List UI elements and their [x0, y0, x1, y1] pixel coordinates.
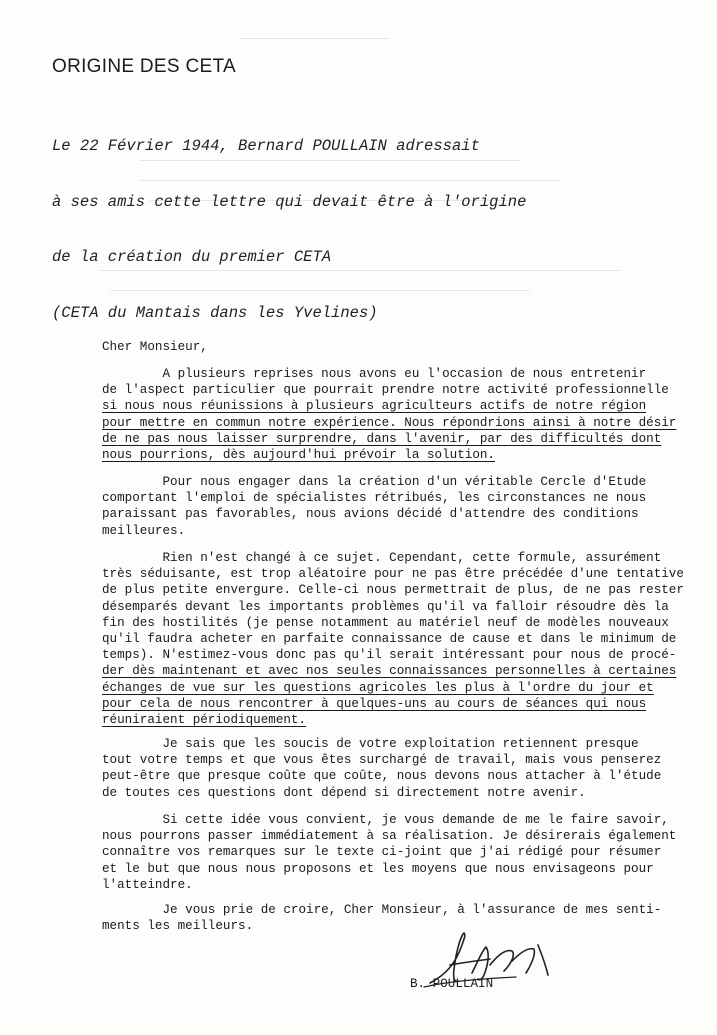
intro-line: à ses amis cette lettre qui devait être à l'origine [52, 192, 527, 211]
letter-salutation: Cher Monsieur, [102, 340, 208, 354]
intro-line: de la création du premier CETA [52, 248, 332, 266]
paragraph-4 [102, 736, 661, 801]
paragraph-3 [102, 550, 684, 728]
text-line: der dès maintenant et avec nos seules connaissances personnelles à certaines [102, 664, 677, 679]
text-line: de ne pas nous laisser surprendre, dans l'avenir, par des difficultés dont [102, 431, 662, 446]
text-line: de toutes ces questions dont dépend si directement notre avenir. [102, 785, 586, 800]
text-line: si nous nous réunissions à plusieurs agriculteurs actifs de notre région [102, 399, 647, 414]
text-line: pour mettre en commun notre expérience. Nous répondrions ainsi à notre désir [102, 415, 677, 430]
text-line: Pour nous engager dans la création d'un véritable Cercle d'Etude [102, 475, 647, 489]
text-line: fin des hostilités (je pense notamment au matériel neuf de modèles nouveaux [102, 615, 669, 630]
text-line: comportant l'emploi de spécialistes rétribués, les circonstances ne nous [102, 491, 647, 506]
text-line: paraissant pas favorables, nous avions décidé d'attendre des conditions [102, 507, 639, 522]
paragraph-6 [102, 902, 661, 934]
intro-note [52, 100, 526, 359]
paragraph-2 [102, 474, 646, 539]
text-line: échanges de vue sur les questions agricoles les plus à l'ordre du jour et [102, 680, 654, 695]
text-line: de l'aspect particulier que pourrait prendre notre activité professionnelle [102, 383, 669, 398]
text-line: et le but que nous nous proposons et les moyens que nous envisageons pour [102, 861, 654, 876]
text-line: qu'il faudra acheter en parfaite connaissance de cause et dans le minimum de [102, 631, 677, 646]
paragraph-5 [102, 812, 676, 893]
intro-line: (CETA du Mantais dans les Yvelines) [52, 303, 378, 322]
text-line: A plusieurs reprises nous avons eu l'occasion de nous entretenir [102, 367, 647, 381]
text-line: nous pourrons passer immédiatement à sa réalisation. Je désirerais également [102, 829, 677, 844]
text-line: Je sais que les soucis de votre exploitation retiennent presque [102, 737, 639, 751]
text-line: l'atteindre. [102, 877, 193, 892]
text-line: Rien n'est changé à ce sujet. Cependant, cette formule, assurément [102, 551, 662, 565]
text-line: temps). N'estimez-vous donc pas qu'il serait intéressant pour nous de procé- [102, 648, 677, 663]
page-title: ORIGINE DES CETA [52, 56, 236, 77]
text-line: Je vous prie de croire, Cher Monsieur, à l'assurance de mes senti- [102, 903, 662, 917]
text-line: de plus petite envergure. Celle-ci nous permettrait de plus, de ne pas rester [102, 583, 684, 598]
text-line: très séduisante, est trop aléatoire pour ne pas être précédée d'une tentative [102, 567, 684, 582]
text-line: peut-être que presque coûte que coûte, nous devons nous attacher à l'étude [102, 769, 662, 784]
paragraph-1 [102, 366, 676, 463]
text-line: connaître vos remarques sur le texte ci-joint que j'ai rédigé pour résumer [102, 845, 662, 860]
text-line: Si cette idée vous convient, je vous demande de me le faire savoir, [102, 813, 669, 827]
signatory-name: B. POULLAIN [410, 977, 494, 991]
text-line: pour cela de nous rencontrer à quelques-uns au cours de séances qui nous [102, 696, 647, 711]
text-line: meilleures. [102, 523, 186, 538]
intro-line: Le 22 Février 1944, Bernard POULLAIN adressait [52, 137, 480, 155]
text-line: réuniraient périodiquement. [102, 712, 307, 727]
text-line: tout votre temps et que vous êtes surchargé de travail, mais vous penserez [102, 753, 662, 768]
text-line: désemparés devant les importants problèmes qu'il va falloir résoudre dès la [102, 599, 669, 614]
text-line: ments les meilleurs. [102, 919, 254, 934]
text-line: nous pourrions, dès aujourd'hui prévoir la solution. [102, 447, 495, 462]
